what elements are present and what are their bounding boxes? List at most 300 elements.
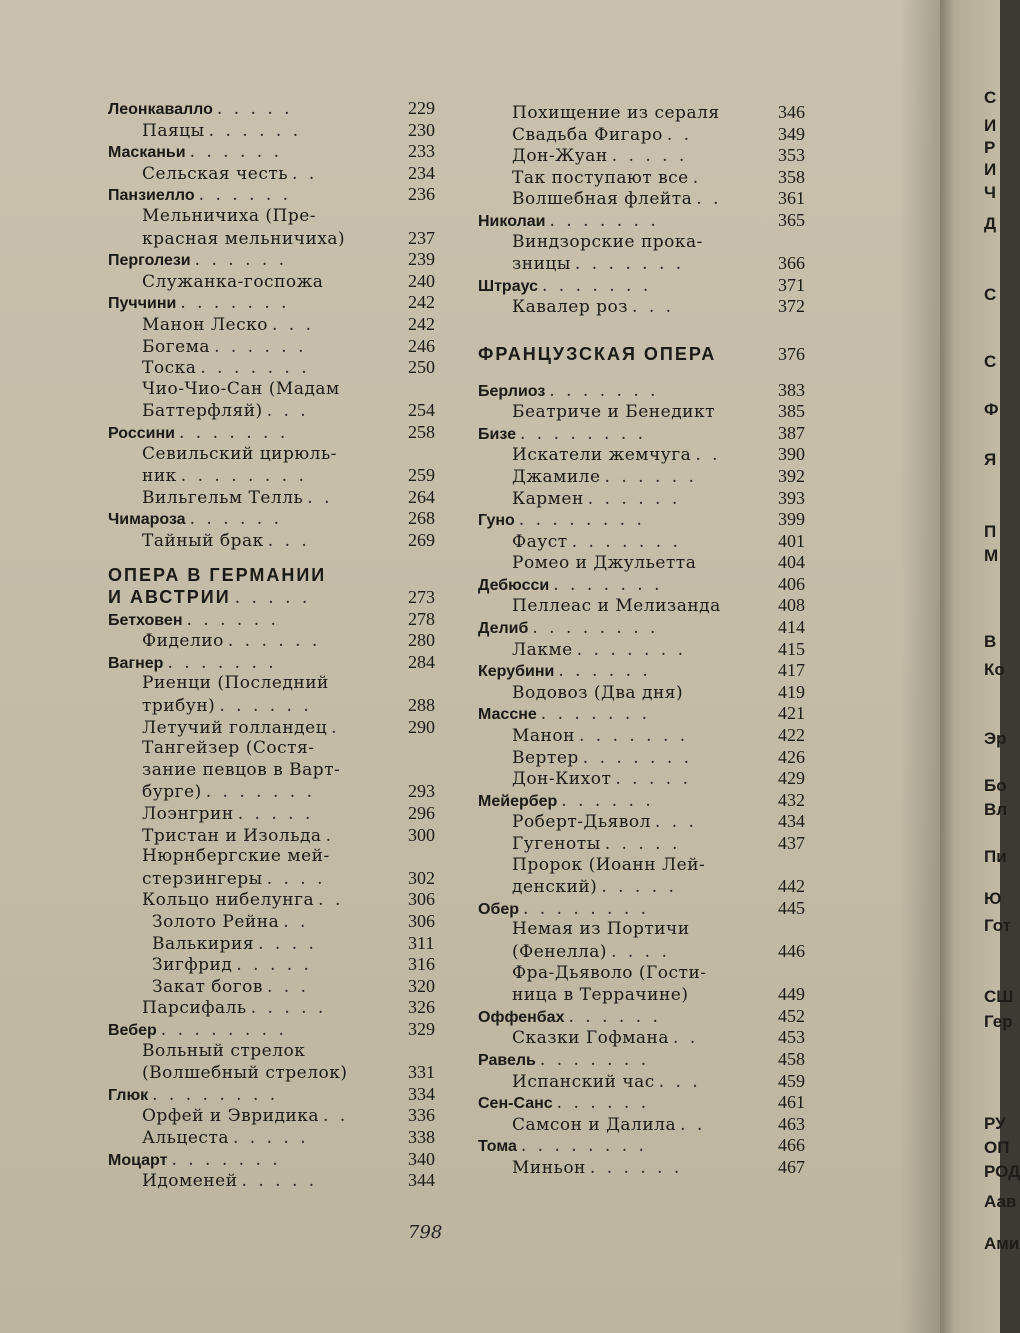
toc-work-entry — [108, 868, 460, 890]
entry-page-number: 467 — [778, 1156, 805, 1177]
toc-composer-entry — [108, 249, 460, 271]
entry-page-number: 404 — [778, 552, 805, 573]
dot-leader: . . . . . . — [186, 609, 279, 630]
entry-page-number: 338 — [408, 1126, 435, 1147]
entry-title: Фауст — [512, 531, 568, 552]
entry-page-number: 229 — [408, 98, 435, 118]
toc-work-entry — [108, 738, 460, 760]
entry-title: Бетховен — [108, 611, 183, 629]
dot-leader: . . . . . . — [189, 142, 283, 163]
toc-composer-entry — [108, 1019, 460, 1041]
dot-leader: . . . . . — [241, 1171, 318, 1192]
entry-title: Искатели жемчуга — [512, 445, 692, 466]
entry-title: Глюк — [108, 1086, 149, 1104]
entry-page-number: 426 — [778, 746, 805, 767]
dot-leader: . . . . . — [611, 146, 688, 167]
entry-title: Самсон и Далила — [512, 1114, 677, 1135]
toc-work-entry — [478, 167, 830, 189]
entry-page-number: 284 — [408, 651, 435, 672]
entry-title: Паяцы — [142, 120, 205, 141]
entry-title: Вагнер — [108, 654, 164, 672]
toc-composer-entry — [108, 652, 460, 674]
toc-section-heading — [108, 587, 460, 609]
dot-leader: . . . . . . — [556, 1093, 650, 1114]
entry-title: Мейербер — [478, 792, 558, 810]
entry-title: Вильгельм Телль — [142, 487, 304, 508]
toc-composer-entry — [478, 1092, 830, 1114]
entry-page-number: 385 — [778, 401, 805, 422]
dot-leader: . . . . . . . . — [523, 898, 650, 919]
entry-page-number: 432 — [778, 789, 805, 810]
entry-page-number: 334 — [408, 1083, 435, 1104]
entry-title: Дебюсси — [478, 576, 550, 594]
dot-leader: . . — [307, 487, 333, 508]
entry-page-number: 246 — [408, 335, 435, 356]
dot-leader: . . — [695, 445, 721, 466]
dot-leader: . . . . . . . . — [152, 1084, 279, 1105]
toc-work-entry — [478, 855, 830, 877]
entry-page-number: 459 — [778, 1070, 805, 1091]
entry-title: Чимароза — [108, 511, 186, 529]
dot-leader: . . . . . . . — [167, 652, 277, 673]
dot-leader: . . . . . — [615, 769, 691, 790]
toc-work-entry — [108, 695, 460, 717]
entry-page-number: 371 — [778, 274, 805, 295]
entry-title: Чио-Чио-Сан (Мадам — [142, 378, 340, 399]
entry-page-number: 258 — [408, 421, 435, 442]
entry-page-number: 288 — [408, 695, 435, 716]
dot-leader: . . . . . . — [219, 696, 312, 717]
dot-leader: . . . . . — [604, 834, 681, 854]
entry-title: Так поступают все — [512, 167, 689, 188]
dot-leader: . . . . — [611, 941, 670, 962]
entry-page-number: 302 — [408, 867, 435, 888]
dot-leader: . . . — [654, 812, 697, 833]
toc-work-entry — [108, 673, 460, 695]
adjacent-page-edge — [940, 0, 1020, 1333]
entry-title: зницы — [512, 254, 571, 275]
dot-leader: . . — [696, 189, 722, 210]
entry-page-number: 365 — [778, 209, 805, 230]
edge-fragment: С — [984, 285, 997, 304]
toc-composer-entry — [478, 1135, 830, 1157]
toc-work-entry — [478, 768, 830, 790]
toc-work-entry — [478, 984, 830, 1006]
dot-leader: . . . — [271, 314, 315, 335]
toc-work-entry — [478, 296, 830, 318]
dot-leader: . . . . . . — [561, 790, 654, 811]
entry-page-number: 237 — [408, 227, 435, 248]
entry-title: Манон Леско — [142, 314, 268, 335]
dot-leader: . — [325, 825, 334, 846]
entry-page-number: 268 — [408, 508, 435, 529]
entry-title: (Фенелла) — [512, 941, 608, 962]
toc-work-entry — [478, 466, 830, 488]
entry-title: Вольный стрелок — [142, 1040, 306, 1061]
entry-page-number: 280 — [408, 630, 435, 651]
entry-title: Водовоз (Два дня) — [512, 682, 684, 703]
entry-page-number: 449 — [778, 984, 805, 1005]
entry-title: Кавалер роз — [512, 297, 629, 318]
entry-title: Гуно — [478, 512, 515, 530]
toc-composer-entry — [478, 703, 830, 725]
entry-title: Идоменей — [142, 1171, 238, 1192]
entry-page-number: 320 — [408, 975, 435, 996]
dot-leader: . . — [666, 124, 693, 145]
dot-leader: . . . . . . — [227, 631, 321, 652]
dot-leader: . . — [283, 911, 309, 932]
entry-page-number: 408 — [778, 595, 805, 616]
entry-page-number: 437 — [778, 833, 805, 853]
toc-work-entry — [478, 725, 830, 747]
edge-fragment: Д — [984, 214, 997, 233]
entry-title: Сельская честь — [142, 163, 289, 184]
toc-work-entry — [478, 552, 830, 574]
toc-composer-entry — [478, 380, 830, 402]
entry-title: Перголези — [108, 252, 191, 270]
toc-composer-entry — [478, 1049, 830, 1071]
entry-page-number: 230 — [408, 119, 435, 140]
entry-title: Тома — [478, 1138, 517, 1156]
entry-page-number: 406 — [778, 573, 805, 594]
entry-title: Массне — [478, 706, 537, 724]
toc-work-entry — [108, 228, 460, 250]
entry-title: зание певцов в Варт- — [142, 759, 341, 780]
entry-title: Тристан и Изольда — [142, 825, 322, 846]
entry-page-number: 415 — [778, 638, 805, 659]
toc-work-entry — [478, 919, 830, 941]
entry-page-number: 233 — [408, 141, 435, 162]
toc-work-entry — [478, 401, 830, 423]
entry-title: Баттерфляй) — [142, 401, 263, 422]
entry-title: Орфей и Эвридика — [142, 1106, 320, 1127]
edge-fragment: Р — [984, 138, 996, 157]
dot-leader: . . — [292, 163, 318, 184]
dot-leader: . . . . . . . — [180, 293, 290, 314]
entry-title: Риенци (Последний — [142, 673, 329, 694]
toc-work-entry — [108, 630, 460, 652]
entry-page-number: 399 — [778, 509, 805, 530]
toc-work-entry — [108, 781, 460, 803]
dot-leader: . . . . — [266, 868, 326, 889]
dot-leader: . . . . . — [234, 588, 311, 609]
dot-leader: . . . . . . . . — [180, 466, 307, 487]
entry-title: трибун) — [142, 696, 216, 717]
toc-work-entry — [478, 488, 830, 510]
entry-page-number: 361 — [778, 188, 805, 209]
toc-composer-entry — [478, 210, 830, 232]
edge-fragment: Ами — [984, 1234, 1020, 1253]
entry-page-number: 393 — [778, 487, 805, 508]
entry-title: Джамиле — [512, 466, 601, 487]
entry-page-number: 300 — [408, 824, 435, 845]
entry-page-number: 236 — [408, 184, 435, 205]
entry-title: Волшебная флейта — [512, 189, 693, 210]
entry-title: денский) — [512, 877, 598, 898]
entry-title: Валькирия — [152, 933, 255, 954]
toc-work-entry — [478, 833, 830, 855]
entry-title: Панзиелло — [108, 187, 195, 205]
toc-work-entry — [108, 163, 460, 185]
dot-leader: . . . . . — [237, 804, 314, 824]
entry-title: Похищение из сераля — [512, 103, 720, 123]
toc-work-entry — [108, 357, 460, 379]
entry-title: Закат богов — [152, 976, 263, 997]
toc-work-entry — [108, 379, 460, 401]
toc-work-entry — [108, 1127, 460, 1149]
edge-fragment: СШ — [984, 987, 1014, 1006]
toc-composer-entry — [478, 660, 830, 682]
toc-work-entry — [478, 1027, 830, 1049]
toc-composer-entry — [108, 292, 460, 314]
edge-fragment: Я — [984, 450, 997, 469]
entry-title: Тайный брак — [142, 530, 264, 551]
entry-page-number: 463 — [778, 1113, 805, 1134]
entry-page-number: 458 — [778, 1048, 805, 1069]
entry-title: Леонкавалло — [108, 101, 213, 118]
entry-title: Пуччини — [108, 295, 177, 313]
toc-composer-entry — [478, 617, 830, 639]
entry-page-number: 446 — [778, 940, 805, 961]
dot-leader: . . . . . . — [587, 488, 681, 509]
entry-page-number: 366 — [778, 253, 805, 274]
toc-composer-entry — [108, 98, 460, 120]
dot-leader: . . . . . . . — [549, 210, 659, 231]
toc-work-entry — [108, 760, 460, 782]
entry-page-number: 349 — [778, 123, 805, 144]
entry-title: Парсифаль — [142, 998, 247, 1019]
toc-work-entry — [478, 963, 830, 985]
entry-page-number: 429 — [778, 768, 805, 789]
entry-page-number: 383 — [778, 379, 805, 400]
toc-work-entry — [478, 531, 830, 553]
dot-leader: . . . . . . — [189, 509, 283, 530]
toc-work-entry — [108, 530, 460, 552]
dot-leader: . . . . . . . . — [520, 1136, 647, 1157]
entry-title: Кольцо нибелунга — [142, 890, 315, 911]
dot-leader: . . . . . . . — [578, 726, 689, 747]
entry-page-number: 242 — [408, 292, 435, 313]
entry-title: ОПЕРА В ГЕРМАНИИ — [108, 565, 327, 586]
toc-work-entry — [478, 811, 830, 833]
entry-title: Испанский час — [512, 1071, 655, 1092]
entry-title: Мельничиха (Пре- — [142, 205, 317, 226]
toc-work-entry — [108, 444, 460, 466]
entry-title: Роберт-Дьявол — [512, 812, 651, 833]
entry-title: Николаи — [478, 212, 546, 230]
dot-leader: . . . . . . . . — [160, 1019, 287, 1040]
entry-page-number: 401 — [778, 530, 805, 551]
entry-title: Манон — [512, 726, 575, 747]
entry-page-number: 392 — [778, 465, 805, 486]
entry-title: Пеллеас и Мелизанда — [512, 596, 721, 617]
entry-page-number: 445 — [778, 897, 805, 918]
edge-fragment: И — [984, 160, 997, 179]
dot-leader: . . . . . . — [568, 1006, 661, 1027]
edge-fragment: Бо — [984, 776, 1007, 795]
adjacent-page-fragments — [942, 0, 1020, 1333]
toc-work-entry — [108, 206, 460, 228]
toc-work-entry — [478, 747, 830, 769]
entry-page-number: 344 — [408, 1170, 435, 1191]
dot-leader: . . . . . — [250, 998, 327, 1019]
dot-leader: . . . . . . . — [574, 254, 685, 275]
dot-leader: . . . . . . — [198, 185, 292, 206]
edge-fragment: П — [984, 522, 997, 541]
entry-title: Альцеста — [142, 1127, 229, 1148]
entry-page-number: 442 — [778, 876, 805, 897]
edge-fragment: Ю — [984, 889, 1002, 908]
toc-composer-entry — [108, 508, 460, 530]
dot-leader: . . . . . . . — [541, 275, 652, 296]
toc-work-entry — [478, 941, 830, 963]
entry-title: Виндзорские прока- — [512, 231, 703, 252]
entry-title: Зигфрид — [152, 955, 233, 976]
entry-title: Сен-Санс — [478, 1095, 553, 1113]
toc-section-heading — [478, 344, 830, 366]
dot-leader: . . . . . . . — [549, 380, 659, 401]
entry-title: Немая из Портичи — [512, 919, 690, 940]
toc-work-entry — [478, 1114, 830, 1136]
entry-title: Вебер — [108, 1021, 157, 1039]
toc-work-entry — [478, 1157, 830, 1179]
edge-fragment: Гер — [984, 1012, 1013, 1031]
toc-work-entry — [108, 889, 460, 911]
entry-page-number: 353 — [778, 145, 805, 166]
edge-fragment: Вл — [984, 800, 1008, 819]
entry-page-number: 278 — [408, 608, 435, 629]
toc-composer-entry — [108, 609, 460, 631]
toc-work-entry — [478, 253, 830, 275]
dot-leader: . . . . — [258, 933, 317, 954]
toc-section-heading — [108, 565, 460, 587]
toc-composer-entry — [108, 141, 460, 163]
dot-leader: . . — [680, 1114, 706, 1135]
dot-leader: . . . . . — [601, 877, 677, 898]
toc-composer-entry — [478, 509, 830, 531]
toc-work-entry — [478, 595, 830, 617]
dot-leader: . . . — [267, 530, 310, 551]
entry-page-number: 421 — [778, 703, 805, 724]
entry-title: И АВСТРИИ — [108, 587, 231, 608]
dot-leader: . . . . . — [236, 955, 312, 976]
entry-page-number: 340 — [408, 1148, 435, 1169]
edge-fragment: Ко — [984, 660, 1005, 679]
toc-composer-entry — [108, 1149, 460, 1171]
entry-page-number: 250 — [408, 357, 435, 378]
entry-page-number: 242 — [408, 313, 435, 334]
entry-title: Сказки Гофмана — [512, 1028, 670, 1049]
entry-title: Миньон — [512, 1157, 586, 1178]
dot-leader: . . . . . . . — [576, 639, 686, 660]
entry-page-number: 390 — [778, 444, 805, 465]
toc-work-entry — [478, 876, 830, 898]
entry-title: ФРАНЦУЗСКАЯ ОПЕРА — [478, 343, 717, 364]
dot-leader: . . — [673, 1028, 699, 1049]
entry-page-number: 240 — [408, 270, 435, 291]
dot-leader: . . — [323, 1106, 349, 1127]
entry-page-number: 346 — [778, 102, 805, 122]
entry-page-number: 306 — [408, 910, 435, 931]
toc-work-entry — [478, 124, 830, 146]
entry-page-number: 461 — [778, 1092, 805, 1113]
entry-title: Кармен — [512, 488, 584, 509]
edge-fragment: В — [984, 632, 997, 651]
dot-leader: . . . . . . . — [553, 574, 663, 595]
dot-leader: . . . . . . . . — [519, 423, 647, 444]
entry-page-number: 434 — [778, 811, 805, 832]
toc-work-entry — [478, 682, 830, 704]
toc-work-entry — [478, 102, 830, 124]
entry-title: Тоска — [142, 358, 197, 379]
dot-leader: . . . . . . . — [571, 531, 681, 552]
entry-page-number: 293 — [408, 781, 435, 802]
entry-page-number: 239 — [408, 249, 435, 270]
entry-title: (Волшебный стрелок) — [142, 1063, 348, 1084]
page-number: 798 — [408, 1222, 443, 1243]
dot-leader: . . . . . . — [208, 120, 302, 141]
toc-composer-entry — [478, 898, 830, 920]
toc-work-entry — [478, 145, 830, 167]
entry-page-number: 452 — [778, 1005, 805, 1026]
entry-page-number: 254 — [408, 400, 435, 421]
toc-work-entry — [478, 639, 830, 661]
dot-leader: . . . — [266, 976, 310, 997]
toc-left-column — [108, 98, 460, 1192]
entry-page-number: 376 — [778, 343, 805, 364]
toc-work-entry — [108, 911, 460, 933]
dot-leader: . . . . . . — [558, 661, 651, 682]
entry-page-number: 273 — [408, 587, 435, 608]
toc-work-entry — [478, 232, 830, 254]
edge-fragment: Ч — [984, 183, 996, 202]
entry-page-number: 290 — [408, 716, 435, 737]
dot-leader: . . . — [632, 297, 675, 318]
edge-fragment: М — [984, 546, 999, 565]
entry-page-number: 329 — [408, 1018, 435, 1039]
entry-title: Золото Рейна — [152, 911, 280, 932]
entry-title: Гугеноты — [512, 834, 601, 854]
edge-fragment: С — [984, 88, 997, 107]
entry-page-number: 316 — [408, 954, 435, 975]
edge-fragment: ОП — [984, 1138, 1010, 1157]
dot-leader: . . . . . . . — [200, 358, 310, 379]
toc-work-entry — [108, 1041, 460, 1063]
entry-page-number: 269 — [408, 529, 435, 550]
toc-work-entry — [108, 1062, 460, 1084]
dot-leader: . . . . . . . — [539, 1049, 650, 1070]
toc-work-entry — [478, 188, 830, 210]
dot-leader: . . . — [266, 401, 309, 422]
entry-title: Лакме — [512, 639, 573, 660]
entry-title: Масканьи — [108, 144, 186, 162]
toc-work-entry — [108, 120, 460, 142]
entry-page-number: 296 — [408, 803, 435, 823]
toc-composer-entry — [478, 275, 830, 297]
entry-title: Свадьба Фигаро — [512, 124, 663, 145]
entry-page-number: 414 — [778, 617, 805, 638]
entry-title: Ромео и Джульетта — [512, 553, 697, 574]
toc-composer-entry — [478, 790, 830, 812]
dot-leader: . . . . . . . — [582, 747, 693, 768]
entry-title: ница в Террачине) — [512, 985, 689, 1006]
entry-title: Фиделио — [142, 631, 224, 652]
entry-title: Севильский цирюль- — [142, 443, 337, 464]
toc-work-entry — [478, 444, 830, 466]
entry-title: Богема — [142, 336, 211, 357]
entry-title: Штраус — [478, 277, 538, 295]
spacer — [478, 366, 830, 380]
